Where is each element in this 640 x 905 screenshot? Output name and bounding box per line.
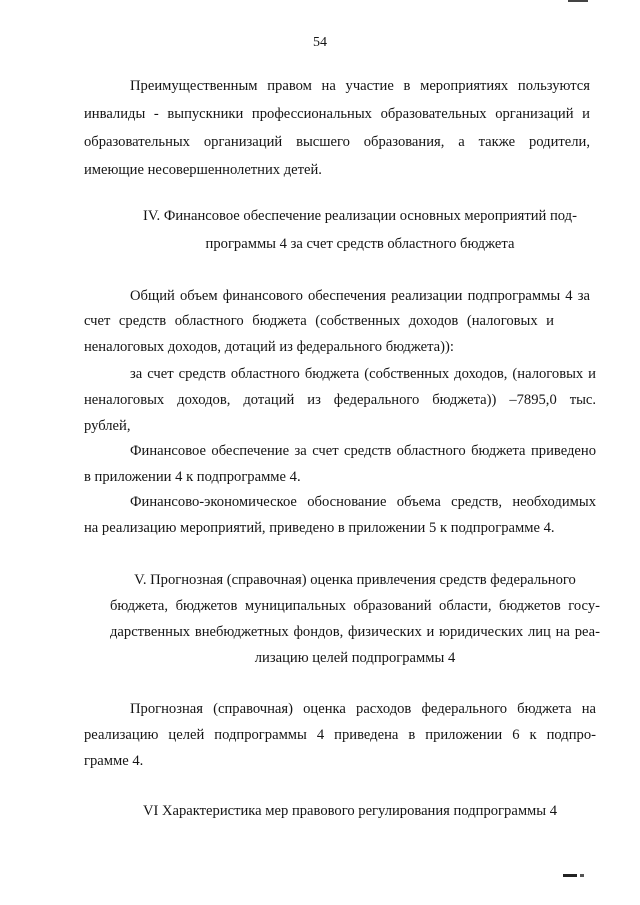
- paragraph-line: Финансово-экономическое обоснование объема средств, необходимых: [130, 494, 596, 510]
- paragraph-line: грамме 4.: [84, 753, 144, 769]
- heading-line: программы 4 за счет средств областного бюджета: [205, 236, 515, 252]
- heading-line: лизацию целей подпрограммы 4: [254, 650, 456, 666]
- heading-line: IV. Финансовое обеспечение реализации основных мероприятий под-: [143, 208, 577, 224]
- page-number: 54: [313, 35, 327, 50]
- paragraph-line: инвалиды - выпускники профессиональных образовательных организаций и: [84, 106, 590, 122]
- scan-mark-top: [568, 0, 588, 2]
- heading-line: V. Прогнозная (справочная) оценка привлечения средств федерального: [134, 572, 576, 588]
- heading-line: бюджета, бюджетов муниципальных образований области, бюджетов госу-: [110, 598, 600, 614]
- paragraph-line: на реализацию мероприятий, приведено в приложении 5 к подпрограмме 4.: [84, 520, 555, 536]
- paragraph-line: за счет средств областного бюджета (собственных доходов, (налоговых и: [130, 366, 596, 382]
- paragraph-line: реализацию целей подпрограммы 4 приведена в приложении 6 к подпро-: [84, 727, 596, 743]
- scan-mark-bottom: [563, 874, 577, 877]
- scan-mark-bottom-small: [580, 874, 584, 877]
- paragraph-line: в приложении 4 к подпрограмме 4.: [84, 469, 301, 485]
- heading-line: дарственных внебюджетных фондов, физических и юридических лиц на реа-: [110, 624, 600, 640]
- paragraph-line: образовательных организаций высшего образования, а также родители,: [84, 134, 590, 150]
- section-vi-heading: VI Характеристика мер правового регулирования подпрограммы 4: [142, 803, 558, 819]
- paragraph-line: рублей,: [84, 418, 131, 434]
- paragraph-line: имеющие несовершеннолетних детей.: [84, 162, 322, 178]
- paragraph-line: Общий объем финансового обеспечения реализации подпрограммы 4 за: [130, 288, 590, 304]
- paragraph-line: Финансовое обеспечение за счет средств областного бюджета приведено: [130, 443, 596, 459]
- paragraph-line: счет средств областного бюджета (собственных доходов (налоговых и: [84, 313, 554, 329]
- paragraph-line: Прогнозная (справочная) оценка расходов федерального бюджета на: [130, 701, 596, 717]
- paragraph-line: Преимущественным правом на участие в мероприятиях пользуются: [130, 78, 590, 94]
- paragraph-line: неналоговых доходов, дотаций из федерального бюджета)):: [84, 339, 454, 355]
- paragraph-line: неналоговых доходов, дотаций из федерального бюджета)) –7895,0 тыс.: [84, 392, 596, 408]
